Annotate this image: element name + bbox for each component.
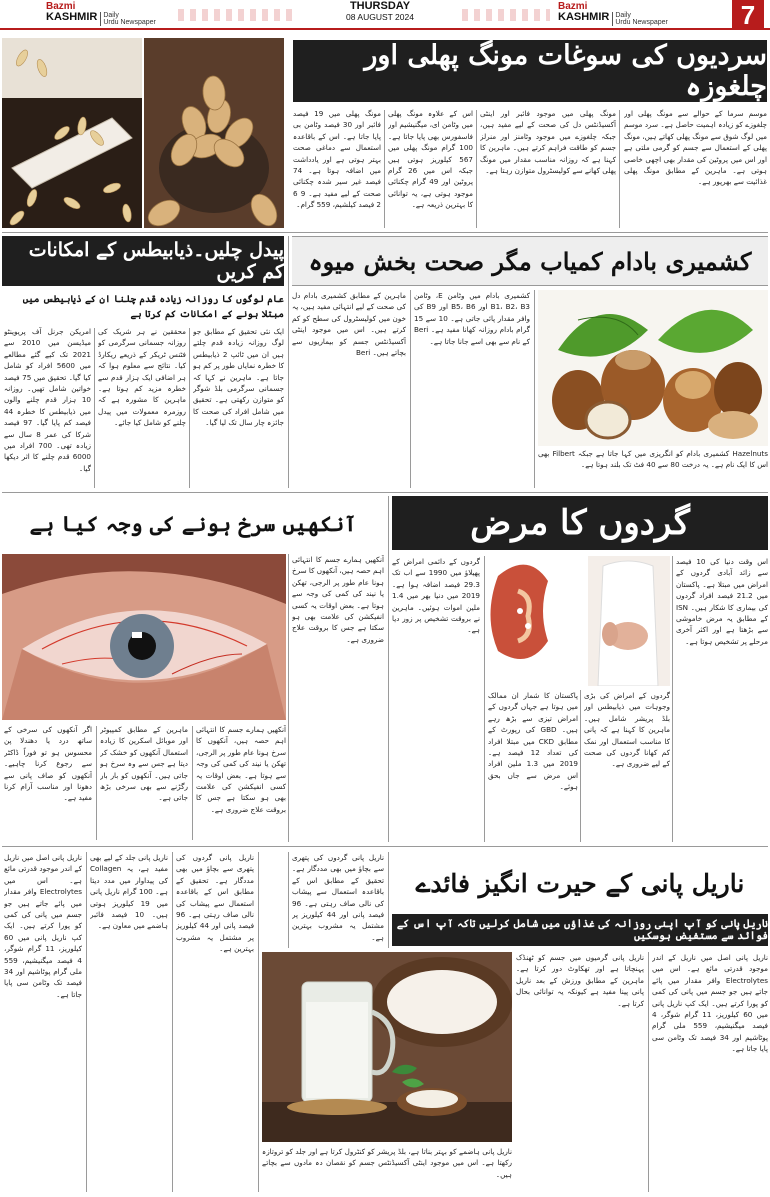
walking-lead: عام لوگوں کا روزانہ زیادہ قدم چلنا ان کے ذیابیطس میں مبتلا ہونے کے امکانات کم کرتا ہے [22,294,284,320]
coconut-water-illustration [262,952,512,1142]
peanut-column-3: اس کے علاوہ مونگ پھلی میں وٹامن ای، میگنیشیم اور فاسفورس بھی پایا جاتا ہے۔ 100 گرام مونگ پھلی میں 567 کیلوریز ہوتی ہیں جبکہ اس میں 26 گرام پروٹین اور 49 گرام چکنائی موجود ہوتی ہے، یہ توانائی کا بہترین ذریعہ ہے۔ [388,109,473,210]
brand-name-top: Bazmi [558,1,588,12]
red-eye-illustration [2,554,286,720]
peanuts-illustration [144,38,284,228]
red-eye-photo [2,554,286,720]
almond-headline: کشمیری بادام کمیاب مگر صحت بخش میوہ [292,236,768,286]
column-rule [192,726,193,840]
coconut-column-1: ناریل پانی اصل میں ناریل کے اندر موجود قدرتی مائع ہے۔ اس میں Electrolytes وافر مقدار میں پائے جاتے ہیں جو جسم میں پانی کی کمی کو پورا کرتے ہیں۔ ایک کپ ناریل پانی میں 60 کیلوریز، 11 گرام شوگر، 4 فیصد میگنیشیم، 559 ملی گرام پوٹاشیم اور 34 فیصد تک وٹامن سی پایا جاتا ہے۔ [652,953,768,1054]
eyes-column-4: آنکھیں ہمارے جسم کا انتہائی اہم حصہ ہیں، آنکھوں کا سرخ ہونا عام طور پر الرجی، تھکن یا نیند کی کمی کی وجہ سے ہوتا ہے۔ بعض اوقات یہ کسی انفیکشن کی علامت بھی ہو سکتا ہے جس کا بروقت علاج ضروری ہے۔ [292,555,384,644]
column-rule [534,290,535,488]
walking-column-1: ایک نئی تحقیق کے مطابق جو لوگ روزانہ زیادہ قدم چلتے ہیں ان میں ٹائپ 2 ذیابیطس کا خطرہ نمایاں طور پر کم ہو جاتا ہے۔ ماہرین نے کہا کہ جسمانی سرگرمی بلڈ شوگر کو متوازن رکھتی ہے۔ تحقیق میں شامل افراد کی صحت کا جائزہ چار سال تک لیا گیا۔ [193,327,284,428]
kidney-illustration [488,556,670,686]
peanut-headline: سردیوں کی سوغات مونگ پھلی اور چلغوزہ [293,40,767,102]
coconut-column-2: ناریل پانی گرمیوں میں جسم کو ٹھنڈک پہنچاتا ہے اور تھکاوٹ دور کرتا ہے۔ ماہرین کے مطابق ورزش کے بعد ناریل پانی پینا مفید ہے کیونکہ یہ توانائی بحال کرتا ہے۔ [516,953,644,1008]
section-divider [2,492,768,493]
column-rule [580,690,581,842]
section-rule [388,496,389,842]
coconut-water-glass-photo [262,952,512,1142]
brand-tag-urdu: Urdu Newspaper [103,19,156,26]
eyes-headline: آنکھیں سرخ ہونے کی وجہ کیا ہے [2,496,384,550]
masthead-brand-right [558,2,678,28]
walking-headline: پیدل چلیں۔ذیابیطس کے امکانات کم کریں [2,236,284,286]
coconut-subheadline: ناریل پانی کو آپ اپنی روزانہ کی غذاؤں میں شامل کرلیں تاکہ آپ اس کے فوائد سے مستفیض ہوسکیں [392,914,768,946]
column-rule [484,556,485,842]
almond-caption-text: Hazelnuts کشمیری بادام کو انگریزی میں کہا جاتا ہے جبکہ Filbert بھی اس کا ایک نام ہے۔ یہ درخت 80 سے 40 فٹ تک بلند ہوتا ہے۔ [538,449,768,470]
hazelnuts-photo [538,290,768,446]
kidney-column-4: گردوں کے دائمی امراض کے پھیلاؤ میں 1990 سے اب تک 29.3 فیصد اضافہ ہوا ہے۔ 2019 میں دنیا بھر میں 1.4 ملین اموات ہوئیں۔ ماہرین نے بروقت تشخیص پر زور دیا ہے۔ [392,557,480,635]
issue-day: THURSDAY [349,0,411,12]
issue-date: 08 AUGUST 2024 [346,11,414,22]
coconut-column-6: ناریل پانی اصل میں ناریل کے اندر موجود قدرتی مائع ہے۔ اس میں Electrolytes وافر مقدار میں پائے جاتے ہیں جو جسم میں پانی کی کمی کو پورا کرتے ہیں۔ ایک کپ ناریل پانی میں 60 کیلوریز، 11 گرام شوگر، 4 فیصد میگنیشیم، 559 ملی گرام پوٹاشیم اور 34 فیصد تک وٹامن سی پایا جاتا ہے۔ [4,853,82,999]
peanuts-bowl-photo [144,38,284,228]
header-stripe-right [462,9,550,21]
kidney-column-1: اس وقت دنیا کی 10 فیصد سے زائد آبادی گردوں کے امراض میں مبتلا ہے۔ پاکستان میں 21.2 فیصد افراد گردوں کی بیماری کا شکار ہیں۔ ISN کے مطابق یہ مرض خاموشی سے بڑھتا ہے اور اکثر آخری مرحلے پر تشخیص ہوتا ہے۔ [676,557,768,646]
masthead [0,0,770,30]
column-rule [388,852,389,948]
column-rule [288,554,289,842]
eyes-column-3: اگر آنکھوں کی سرخی کے ساتھ درد یا دھندلا پن محسوس ہو تو فوراً ڈاکٹر سے رجوع کرنا چاہیے۔ آنکھوں کو صاف پانی سے دھونا اور مناسب آرام کرنا مفید ہے۔ [4,725,92,803]
masthead-brand-left [46,2,166,28]
column-rule [476,110,477,228]
coconut-column-5: ناریل پانی جلد کے لیے بھی مفید ہے، یہ Collagen کی پیداوار میں مدد دیتا ہے۔ 100 گرام ناریل پانی میں 19 کیلوریز ہوتی ہیں۔ 10 فیصد فائبر ہاضمے میں معاون ہے۔ [90,853,168,931]
page-number: 7 [732,0,764,30]
section-rule [288,236,289,488]
peanut-column-1: موسم سرما کے حوالے سے مونگ پھلی اور چلغوزے کو زیادہ اہمیت حاصل ہے۔ سرد موسم میں لوگ شوق سے مونگ پھلی کھاتے ہیں، مونگ پھلی کے استعمال سے جسم کو گرمی ملتی ہے اور اس میں پروٹین کی مقدار بھی اچھی خاصی ہوتی ہے۔ ماہرین کے مطابق مونگ پھلی غذائیت سے بھرپور ہے۔ [624,109,767,187]
coconut-intro-column: ناریل پانی گردوں کی پتھری سے بچاؤ میں بھی مددگار ہے۔ تحقیق کے مطابق اس کے باقاعدہ استعمال سے پیشاب کی نالی صاف رہتی ہے۔ 96 فیصد پانی اور 44 کیلوریز پر مشتمل یہ مشروب بہترین ہے۔ [292,853,384,942]
column-rule [96,726,97,840]
column-rule [288,852,289,948]
column-rule [384,110,385,228]
column-rule [619,110,620,228]
peanut-column-2: مونگ پھلی میں موجود فائبر اور اینٹی آکسیڈنٹس دل کی صحت کے لیے مفید ہیں، جبکہ چلغوزے میں موجود وٹامنز اور منرلز جسم کو طاقت فراہم کرتے ہیں۔ ماہرین کا کہنا ہے کہ روزانہ مناسب مقدار میں مونگ پھلی کھانے سے کولیسٹرول متوازن رہتا ہے۔ [480,109,616,176]
brand-name: KASHMIR [558,11,610,23]
kidney-column-2: گردوں کے امراض کی بڑی وجوہات میں ذیابیطس اور بلڈ پریشر شامل ہیں۔ ماہرین کا کہنا ہے کہ پانی کا مناسب استعمال اور نمک کم کھانا گردوں کی صحت کے لیے ضروری ہے۔ [584,691,670,769]
brand-tag-daily: Daily [615,12,631,19]
hazelnuts-illustration [538,290,768,446]
section-divider [2,846,768,847]
brand-name: KASHMIR [46,11,98,23]
coconut-headline: ناریل پانی کے حیرت انگیز فائدے [392,852,768,914]
brand-tag-daily: Daily [103,12,119,19]
kidney-headline: گردوں کا مرض [392,496,768,550]
almond-column-2: کشمیری بادام میں وٹامن E، وٹامن B1، B2، B3 اور B5، B6 اور B9 کی وافر مقدار پائی جاتی ہے۔ 10 سے 15 گرام بادام روزانہ کھانا مفید ہے۔ Beri کے نام سے بھی اسے جانا جاتا ہے۔ [414,291,530,346]
column-rule [258,852,259,1192]
column-rule [189,328,190,488]
section-divider [2,232,768,233]
peanut-column-4: مونگ پھلی میں 19 فیصد فائبر اور 30 فیصد وٹامن بی پایا جاتا ہے۔ اس کے باقاعدہ استعمال سے دماغی صحت بہتر ہوتی ہے اور یادداشت میں اضافہ ہوتا ہے۔ 74 فیصد غیر سیر شدہ چکنائی صحت کے لیے مفید ہے۔ 9 6 2 فیصد کیلشیم، 559 گرام۔ [293,109,381,210]
walking-column-2: محققین نے ہر شریک کی روزانہ جسمانی سرگرمی کو فٹنس ٹریکر کے ذریعے ریکارڈ کیا۔ نتائج سے معلوم ہوا کہ ہر اضافی ایک ہزار قدم سے خطرہ مزید کم ہوتا ہے۔ ماہرین کا مشورہ ہے کہ روزمرہ معمولات میں پیدل چلنے کو شامل کیا جائے۔ [98,327,186,428]
brand-tag-urdu: Urdu Newspaper [615,19,668,26]
column-rule [94,328,95,488]
coconut-column-4: ناریل پانی گردوں کی پتھری سے بچاؤ میں بھی مددگار ہے۔ تحقیق کے مطابق اس کے باقاعدہ استعمال سے پیشاب کی نالی صاف رہتی ہے۔ 96 فیصد پانی اور 44 کیلوریز پر مشتمل یہ مشروب بہترین ہے۔ [176,853,254,954]
eyes-column-2: ماہرین کے مطابق کمپیوٹر اور موبائل اسکرین کا زیادہ استعمال آنکھوں کو خشک کر دیتا ہے جس سے وہ سرخ ہو جاتی ہیں۔ آنکھوں کو بار بار رگڑنے سے بھی سرخی بڑھ جاتی ہے۔ [100,725,188,803]
walking-column-3: امریکن جرنل آف پریوینٹو میڈیسن میں 2010 سے 2021 تک کیے گئے مطالعے میں 5600 افراد کو شامل کیا گیا۔ تحقیق میں 75 فیصد خواتین شامل تھیں۔ روزانہ 10 ہزار قدم چلنے والوں میں ذیابیطس کا خطرہ 44 فیصد کم پایا گیا۔ 97 فیصد شرکا کی عمر 8 سال سے زیادہ تھی۔ 700 افراد میں 6000 قدم چلنے کا اثر دیکھا گیا۔ [4,327,91,473]
column-rule [172,852,173,1192]
column-rule [648,952,649,1192]
pine-nuts-photo [2,38,142,228]
brand-name-top: Bazmi [46,1,76,12]
issue-date-block [300,1,460,21]
kidney-photo-group [488,556,670,686]
pine-nuts-illustration [2,38,142,228]
kidney-column-3: پاکستان کا شمار ان ممالک میں ہوتا ہے جہاں گردوں کے امراض تیزی سے بڑھ رہے ہیں۔ GBD کی رپورٹ کے مطابق CKD میں مبتلا افراد کی تعداد 12 فیصد ہے۔ 2019 میں 1.3 ملین افراد اس مرض سے جاں بحق ہوئے۔ [488,691,578,792]
column-rule [410,290,411,488]
eyes-column-1: آنکھیں ہمارے جسم کا انتہائی اہم حصہ ہیں، آنکھوں کا سرخ ہونا عام طور پر الرجی، تھکن یا نیند کی کمی کی وجہ سے ہوتا ہے۔ بعض اوقات یہ کسی انفیکشن کی علامت بھی ہو سکتا ہے جس کا بروقت علاج ضروری ہے۔ [196,725,286,814]
almond-column-3: ماہرین کے مطابق کشمیری بادام دل کی صحت کے لیے انتہائی مفید ہیں، یہ خون میں کولیسٹرول کی سطح کو کم کرتے ہیں۔ اس میں موجود اینٹی آکسیڈنٹس جسم کو بیماریوں سے بچاتے ہیں۔ Beri [292,291,406,358]
column-rule [672,556,673,842]
column-rule [86,852,87,1192]
coconut-column-3: ناریل پانی ہاضمے کو بہتر بناتا ہے، بلڈ پریشر کو کنٹرول کرتا ہے اور جلد کو تروتازہ رکھتا ہے۔ اس میں موجود اینٹی آکسیڈنٹس جسم کو نقصان دہ مادوں سے بچاتے ہیں۔ [262,1147,512,1179]
header-stripe-left [178,9,298,21]
